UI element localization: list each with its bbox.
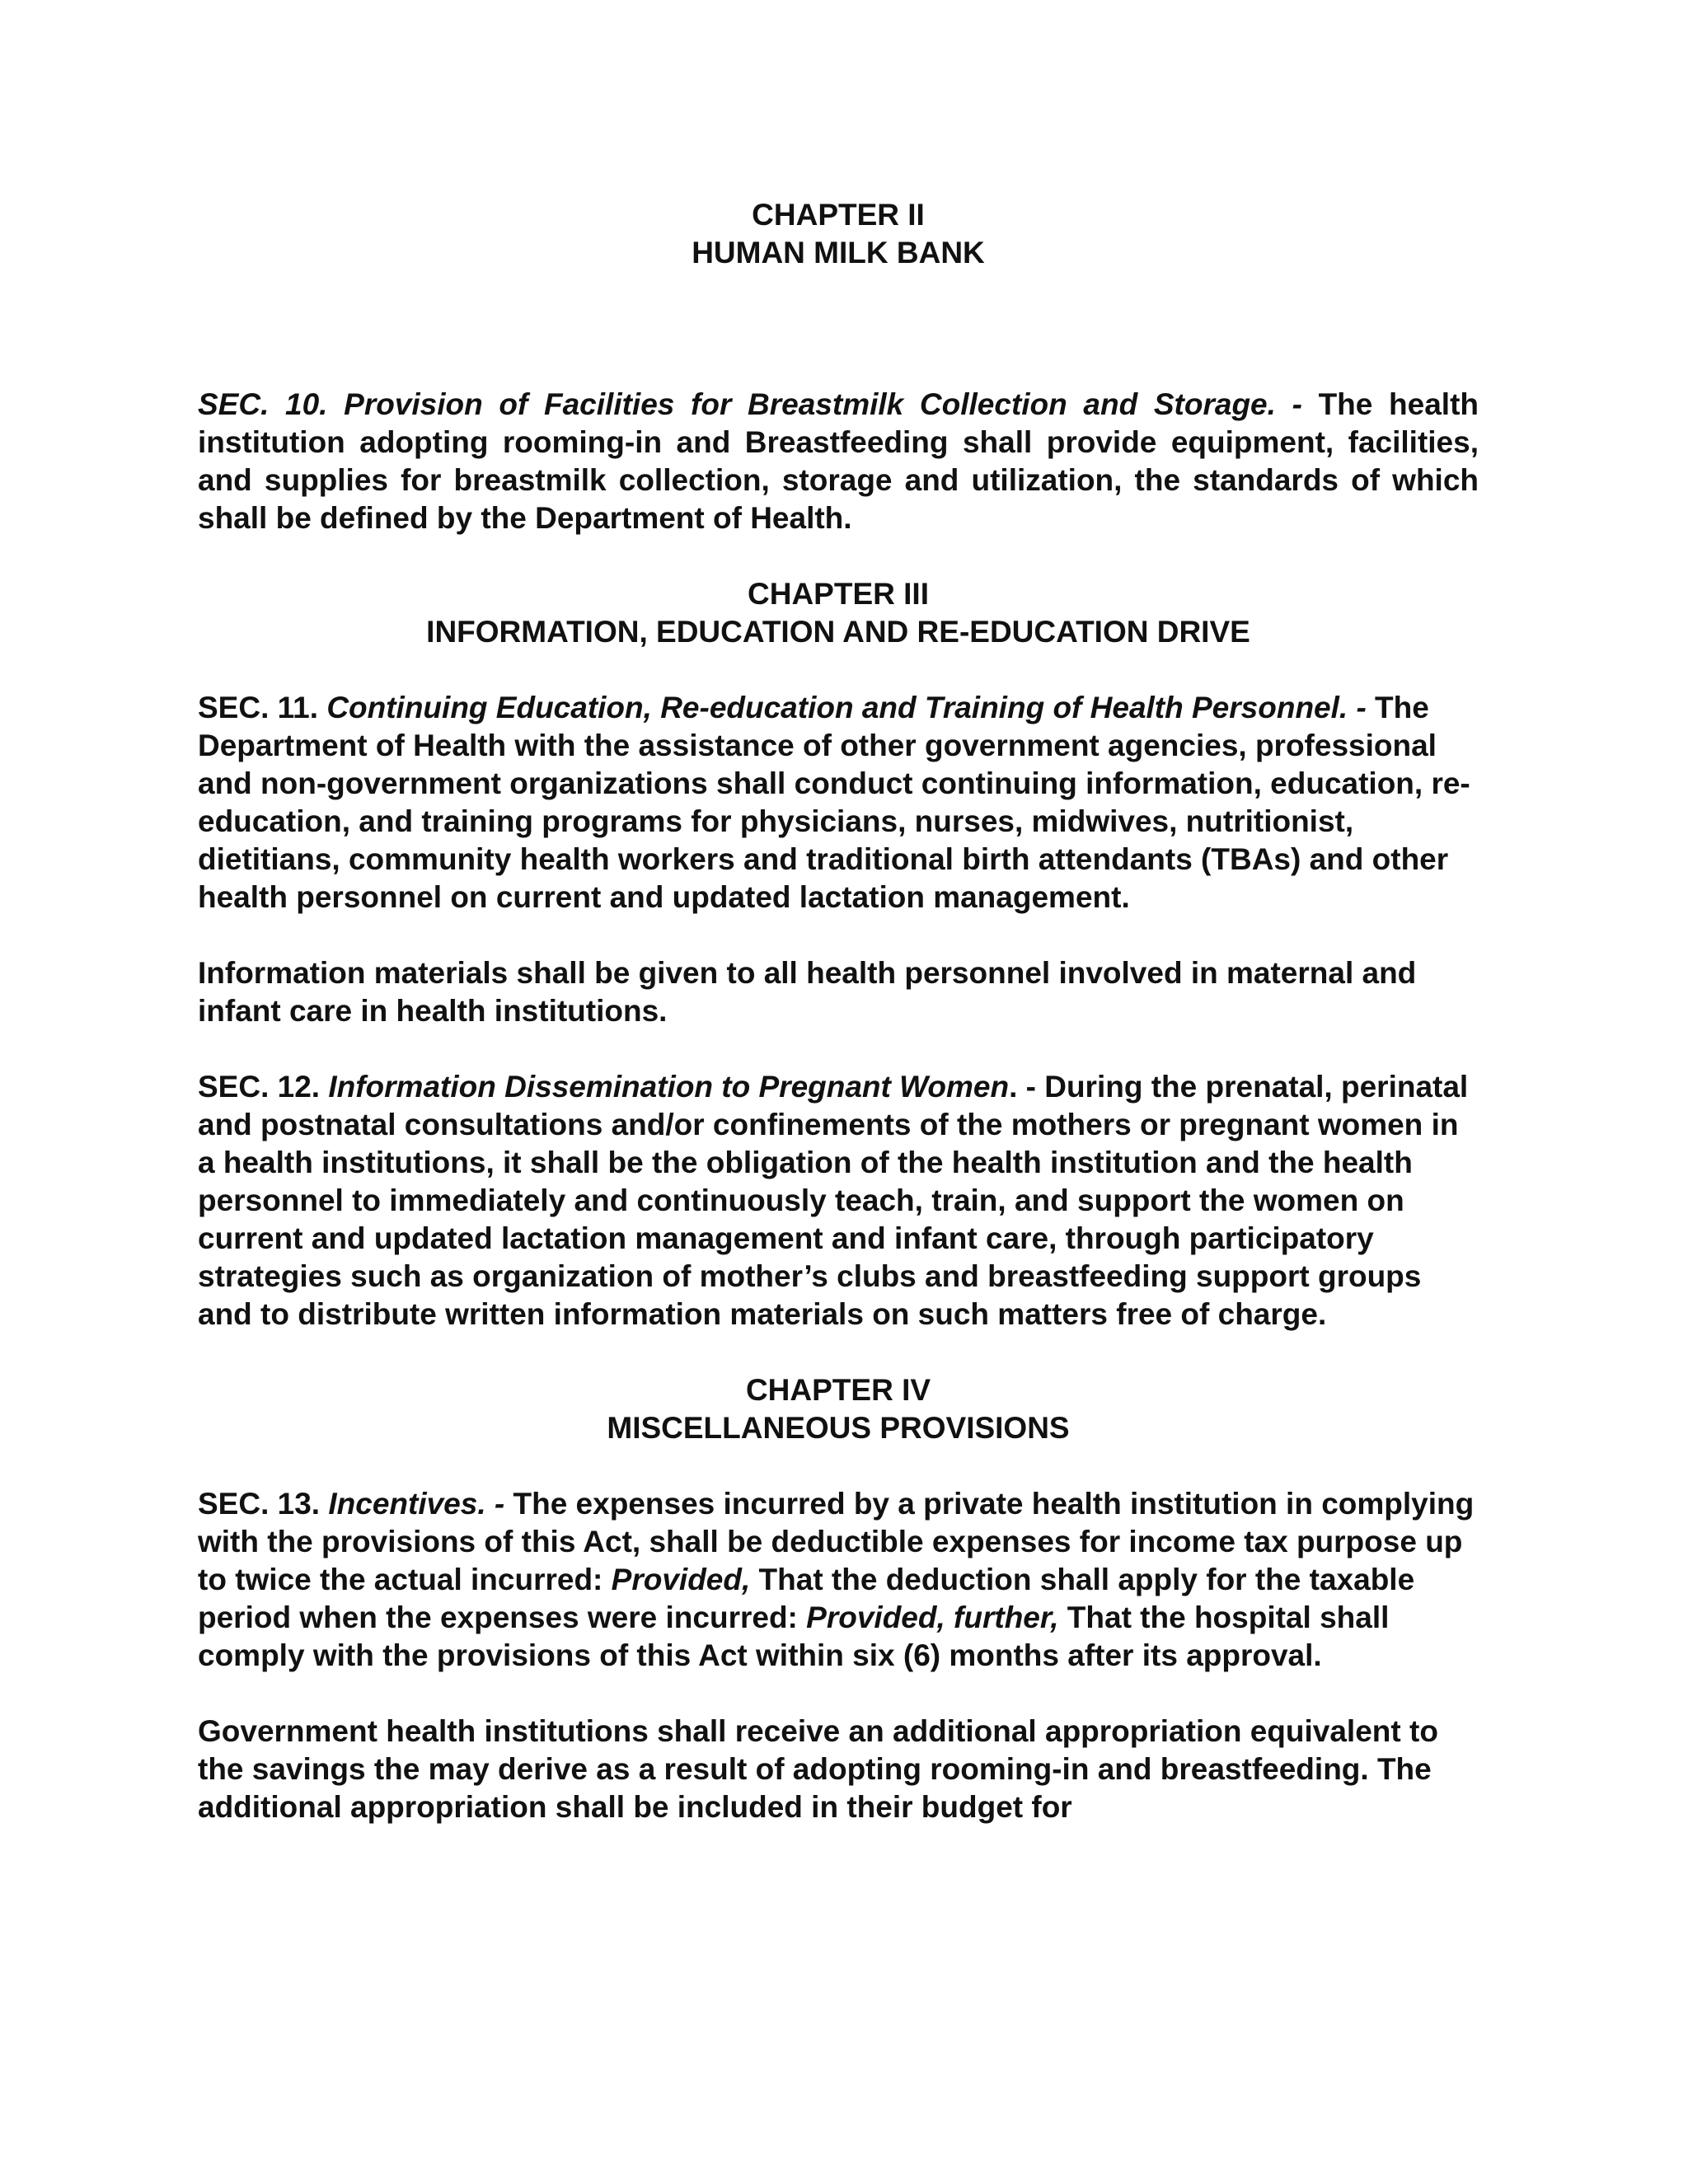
chapter-number: CHAPTER II xyxy=(752,198,925,232)
section-11-body: The Department of Health with the assistance of other government agencies, professional and non-government organizations shall conduct continuing information, education, re-education, and training programs for physicians, nurses, midwives, nutritionist, dietitians, community health workers and traditional birth attendants (TBAs) and other health personnel on current and updated lactation management. xyxy=(198,691,1470,914)
chapter-number: CHAPTER III xyxy=(748,577,929,611)
section-13-provided-2: Provided, further, xyxy=(806,1601,1059,1634)
section-13-provided-1: Provided, xyxy=(611,1563,751,1596)
document-page xyxy=(198,196,1479,1826)
chapter-title: MISCELLANEOUS PROVISIONS xyxy=(607,1411,1070,1445)
section-13-body-1: The expenses incurred by a private health institution in complying with the provisions of this Act, shall be deductible expenses for income tax purpose up to twice the actual incurred: xyxy=(198,1487,1475,1596)
chapter-iv-heading xyxy=(198,1371,1479,1447)
section-12 xyxy=(198,1068,1479,1333)
section-11-info-paragraph: Information materials shall be given to all health personnel involved in maternal and infant care in health institutions. xyxy=(198,956,1417,1028)
chapter-number: CHAPTER IV xyxy=(745,1373,931,1407)
section-10-body: The health institution adopting rooming-in and Breastfeeding shall provide equipment, facilities, and supplies for breastmilk collection, storage and utilization, the standards of which shall be defined by the Department of Health. xyxy=(198,387,1479,535)
section-12-label: SEC. 12. xyxy=(198,1070,329,1104)
chapter-iii-heading xyxy=(198,575,1479,651)
section-12-body: . - During the prenatal, perinatal and postnatal consultations and/or confinements of the mothers or pregnant women in a health institutions, it shall be the obligation of the health institution and the health personnel to immediately and continuously teach, train, and support the women on current and updated lactation management and infant care, through participatory strategies such as organization of mother’s clubs and breastfeeding support groups and to distribute written information materials on such matters free of charge. xyxy=(198,1070,1469,1331)
section-13-title: Incentives. - xyxy=(328,1487,505,1521)
section-13-body-2: That the deduction shall apply for the taxable period when the expenses were incurred: xyxy=(198,1563,1415,1634)
section-13-body-3: That the hospital shall comply with the provisions of this Act within six (6) months after its approval. xyxy=(198,1601,1390,1672)
chapter-title: HUMAN MILK BANK xyxy=(692,236,985,269)
section-11 xyxy=(198,689,1479,916)
chapter-title: INFORMATION, EDUCATION AND RE-EDUCATION DRIVE xyxy=(426,615,1250,649)
section-10-heading: SEC. 10. Provision of Facilities for Breastmilk Collection and Storage. - xyxy=(198,387,1319,421)
section-13-label: SEC. 13. xyxy=(198,1487,329,1521)
section-12-title: Information Dissemination to Pregnant Women xyxy=(328,1070,1010,1104)
section-10 xyxy=(198,386,1479,537)
section-11-label: SEC. 11. xyxy=(198,691,327,724)
section-13 xyxy=(198,1485,1479,1675)
chapter-ii-heading xyxy=(198,196,1479,272)
section-11-title: Continuing Education, Re-education and Training of Health Personnel. - xyxy=(326,691,1367,724)
section-13-government-paragraph: Government health institutions shall receive an additional appropriation equivalent to the savings the may derive as a result of adopting rooming-in and breastfeeding. The additional appropriation shall be included in their budget for xyxy=(198,1714,1438,1824)
